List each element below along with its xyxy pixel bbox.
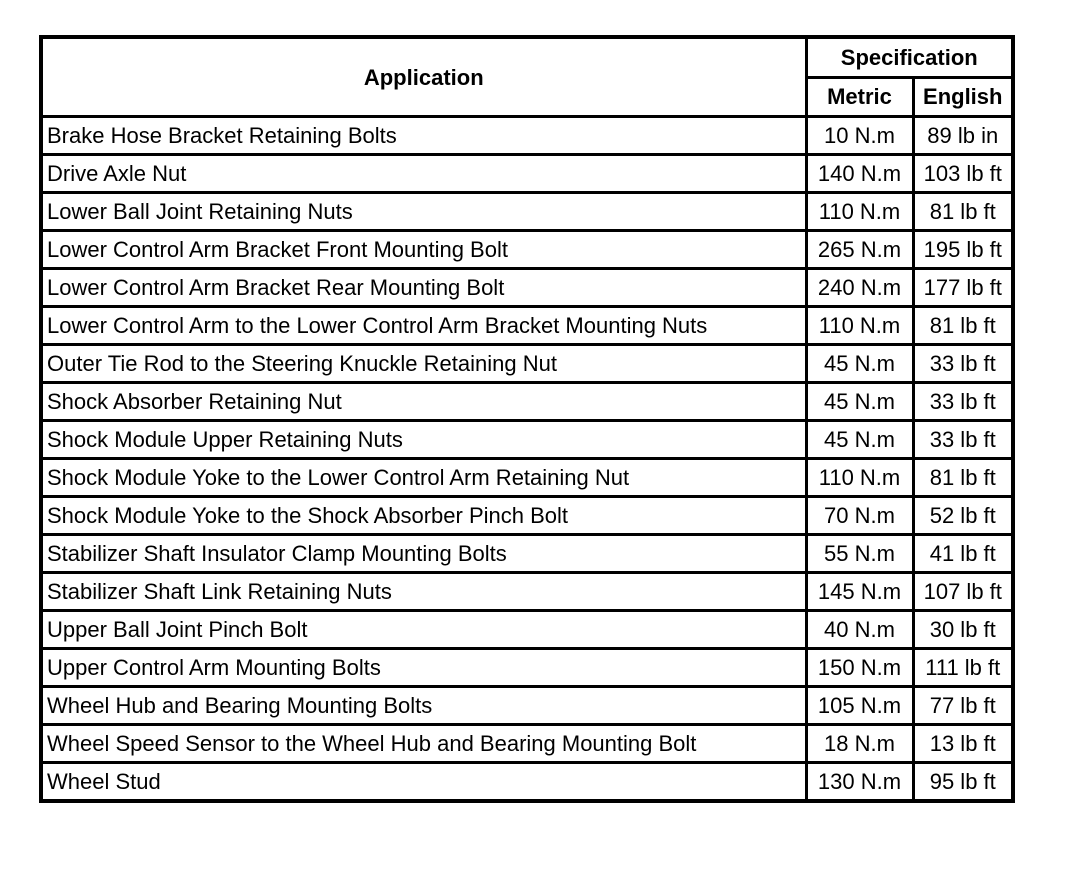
english-cell: 30 lb ft bbox=[913, 611, 1013, 649]
application-cell: Lower Control Arm to the Lower Control Arm Bracket Mounting Nuts bbox=[41, 307, 806, 345]
metric-cell: 150 N.m bbox=[806, 649, 913, 687]
table-row bbox=[41, 231, 1013, 269]
english-cell: 52 lb ft bbox=[913, 497, 1013, 535]
metric-cell: 145 N.m bbox=[806, 573, 913, 611]
application-cell: Upper Control Arm Mounting Bolts bbox=[41, 649, 806, 687]
application-cell: Brake Hose Bracket Retaining Bolts bbox=[41, 117, 806, 155]
english-column-header: English bbox=[913, 77, 1013, 117]
table-body bbox=[41, 117, 1013, 802]
table-row bbox=[41, 459, 1013, 497]
application-cell: Lower Ball Joint Retaining Nuts bbox=[41, 193, 806, 231]
table-row bbox=[41, 497, 1013, 535]
metric-cell: 240 N.m bbox=[806, 269, 913, 307]
english-cell: 81 lb ft bbox=[913, 307, 1013, 345]
table-row bbox=[41, 649, 1013, 687]
metric-cell: 110 N.m bbox=[806, 307, 913, 345]
english-cell: 33 lb ft bbox=[913, 421, 1013, 459]
english-cell: 81 lb ft bbox=[913, 459, 1013, 497]
application-cell: Stabilizer Shaft Insulator Clamp Mounting Bolts bbox=[41, 535, 806, 573]
specification-column-header: Specification bbox=[806, 37, 1013, 77]
table-row bbox=[41, 193, 1013, 231]
metric-column-header: Metric bbox=[806, 77, 913, 117]
metric-cell: 70 N.m bbox=[806, 497, 913, 535]
metric-cell: 10 N.m bbox=[806, 117, 913, 155]
table-row bbox=[41, 307, 1013, 345]
header-row-top bbox=[41, 37, 1013, 77]
table-row bbox=[41, 345, 1013, 383]
english-cell: 95 lb ft bbox=[913, 763, 1013, 802]
english-cell: 107 lb ft bbox=[913, 573, 1013, 611]
torque-specification-table bbox=[39, 35, 1015, 803]
table-header bbox=[41, 37, 1013, 117]
metric-cell: 110 N.m bbox=[806, 193, 913, 231]
english-cell: 103 lb ft bbox=[913, 155, 1013, 193]
application-cell: Lower Control Arm Bracket Rear Mounting Bolt bbox=[41, 269, 806, 307]
metric-cell: 18 N.m bbox=[806, 725, 913, 763]
metric-cell: 45 N.m bbox=[806, 383, 913, 421]
application-cell: Wheel Hub and Bearing Mounting Bolts bbox=[41, 687, 806, 725]
english-cell: 81 lb ft bbox=[913, 193, 1013, 231]
metric-cell: 55 N.m bbox=[806, 535, 913, 573]
metric-cell: 140 N.m bbox=[806, 155, 913, 193]
table-row bbox=[41, 421, 1013, 459]
table-row bbox=[41, 687, 1013, 725]
metric-cell: 45 N.m bbox=[806, 345, 913, 383]
application-cell: Drive Axle Nut bbox=[41, 155, 806, 193]
table-row bbox=[41, 269, 1013, 307]
application-cell: Shock Module Yoke to the Shock Absorber Pinch Bolt bbox=[41, 497, 806, 535]
table-row bbox=[41, 117, 1013, 155]
table-row bbox=[41, 383, 1013, 421]
english-cell: 41 lb ft bbox=[913, 535, 1013, 573]
english-cell: 33 lb ft bbox=[913, 345, 1013, 383]
metric-cell: 110 N.m bbox=[806, 459, 913, 497]
application-column-header: Application bbox=[41, 37, 806, 117]
application-cell: Upper Ball Joint Pinch Bolt bbox=[41, 611, 806, 649]
english-cell: 111 lb ft bbox=[913, 649, 1013, 687]
application-cell: Lower Control Arm Bracket Front Mounting Bolt bbox=[41, 231, 806, 269]
table-row bbox=[41, 535, 1013, 573]
table-row bbox=[41, 155, 1013, 193]
metric-cell: 105 N.m bbox=[806, 687, 913, 725]
table-row bbox=[41, 725, 1013, 763]
english-cell: 195 lb ft bbox=[913, 231, 1013, 269]
application-cell: Outer Tie Rod to the Steering Knuckle Retaining Nut bbox=[41, 345, 806, 383]
table-row bbox=[41, 573, 1013, 611]
application-cell: Wheel Stud bbox=[41, 763, 806, 802]
english-cell: 77 lb ft bbox=[913, 687, 1013, 725]
english-cell: 89 lb in bbox=[913, 117, 1013, 155]
table-row bbox=[41, 611, 1013, 649]
application-cell: Shock Module Yoke to the Lower Control Arm Retaining Nut bbox=[41, 459, 806, 497]
application-cell: Shock Absorber Retaining Nut bbox=[41, 383, 806, 421]
application-cell: Stabilizer Shaft Link Retaining Nuts bbox=[41, 573, 806, 611]
english-cell: 177 lb ft bbox=[913, 269, 1013, 307]
application-cell: Shock Module Upper Retaining Nuts bbox=[41, 421, 806, 459]
metric-cell: 45 N.m bbox=[806, 421, 913, 459]
table-row bbox=[41, 763, 1013, 802]
metric-cell: 40 N.m bbox=[806, 611, 913, 649]
application-cell: Wheel Speed Sensor to the Wheel Hub and Bearing Mounting Bolt bbox=[41, 725, 806, 763]
metric-cell: 130 N.m bbox=[806, 763, 913, 802]
english-cell: 33 lb ft bbox=[913, 383, 1013, 421]
metric-cell: 265 N.m bbox=[806, 231, 913, 269]
english-cell: 13 lb ft bbox=[913, 725, 1013, 763]
